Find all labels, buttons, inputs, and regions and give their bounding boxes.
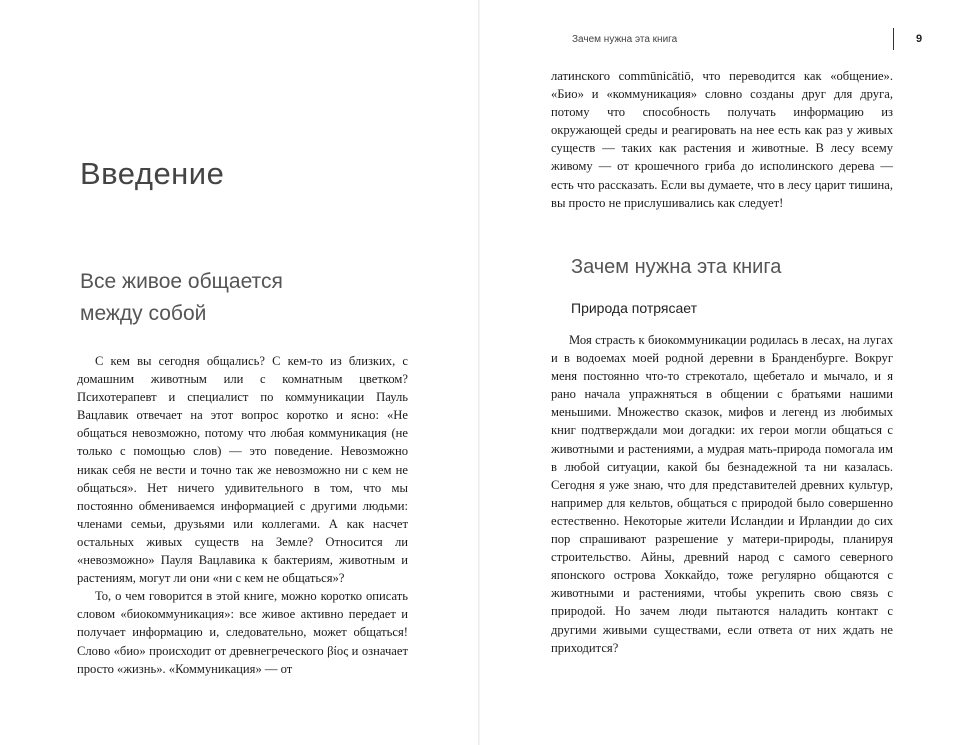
section-title xyxy=(80,266,283,330)
right-bottom-text xyxy=(551,331,893,657)
section-heading: Зачем нужна эта книга xyxy=(571,256,782,278)
section-title-line-1: Все живое общается xyxy=(80,270,283,293)
chapter-title: Введение xyxy=(80,156,225,191)
right-page xyxy=(479,0,958,745)
right-top-text xyxy=(551,67,893,212)
paragraph: латинского commūnicātiō, что переводится как «общение». «Био» и «коммуникация» словно созданы друг для друга, потому что способность получать информацию из окружающей среды и реагировать на нее есть как раз у живых существ — таких как растения и животные. В лесу всему живому — от крошечного гриба до исполинского дерева — есть что рассказать. Если вы думаете, что в лесу царит тишина, вы просто не прислушивались как следует! xyxy=(551,69,893,210)
running-head: Зачем нужна эта книга xyxy=(572,34,678,45)
header-divider xyxy=(893,28,894,50)
paragraph: Моя страсть к биокоммуникации родилась в лесах, на лугах и в водоемах моей родной деревни в Бранденбурге. Вокруг меня постоянно что-то стрекотало, щебетало и мычало, и я рано начала упражняться в общении с братьями нашими меньшими. Множество сказок, мифов и легенд из любимых книг подтверждали мои догадки: их герои могли общаться с животными и растениями, а мудрая мать-природа помогала им в любой ситуации, какой бы безнадежной та ни казалась. Сегодня я уже знаю, что для представителей древних культур, например для кельтов, общаться с природой было совершенно естественно. Некоторые жители Исландии и Ирландии до сих пор спрашивают разрешение у матери-природы, планируя строительство. Айны, древний народ с самого северного японского острова Хоккайдо, тоже регулярно общаются с животными и растениями, чтобы укрепить свою связь с природой. Но зачем люди пытаются наладить контакт с другими живыми существами, если ответа от них ждать не приходится? xyxy=(551,333,893,655)
left-body-text xyxy=(77,352,408,678)
subsection-heading: Природа потрясает xyxy=(571,300,697,316)
section-title-line-2: между собой xyxy=(80,302,207,325)
paragraph: То, о чем говорится в этой книге, можно коротко описать словом «биокоммуникация»: все живое активно передает и получает информацию и, следовательно, может общаться! Слово «био» происходит от древнегреческого βίος и означает просто «жизнь». «Коммуникация» — от xyxy=(77,589,408,676)
paragraph: С кем вы сегодня общались? С кем-то из близких, с домашним животным или с комнатным цветком? Психотерапевт и специалист по коммуникации Пауль Вацлавик отвечает на этот вопрос коротко и ясно: «Не общаться невозможно, потому что любая коммуникация (не только с помощью слов) — это поведение. Невозможно никак себя не вести и точно так же невозможно ни с кем не общаться». Нет ничего удивительного в том, что мы постоянно обмениваемся информацией с другими людьми: членами семьи, друзьями или коллегами. А как насчет остальных живых существ на Земле? Относится ли «невозможно» Пауля Вацлавика к бактериям, животным и растениям, могут ли они «ни с кем не общаться»? xyxy=(77,354,408,586)
page-number: 9 xyxy=(916,33,923,45)
